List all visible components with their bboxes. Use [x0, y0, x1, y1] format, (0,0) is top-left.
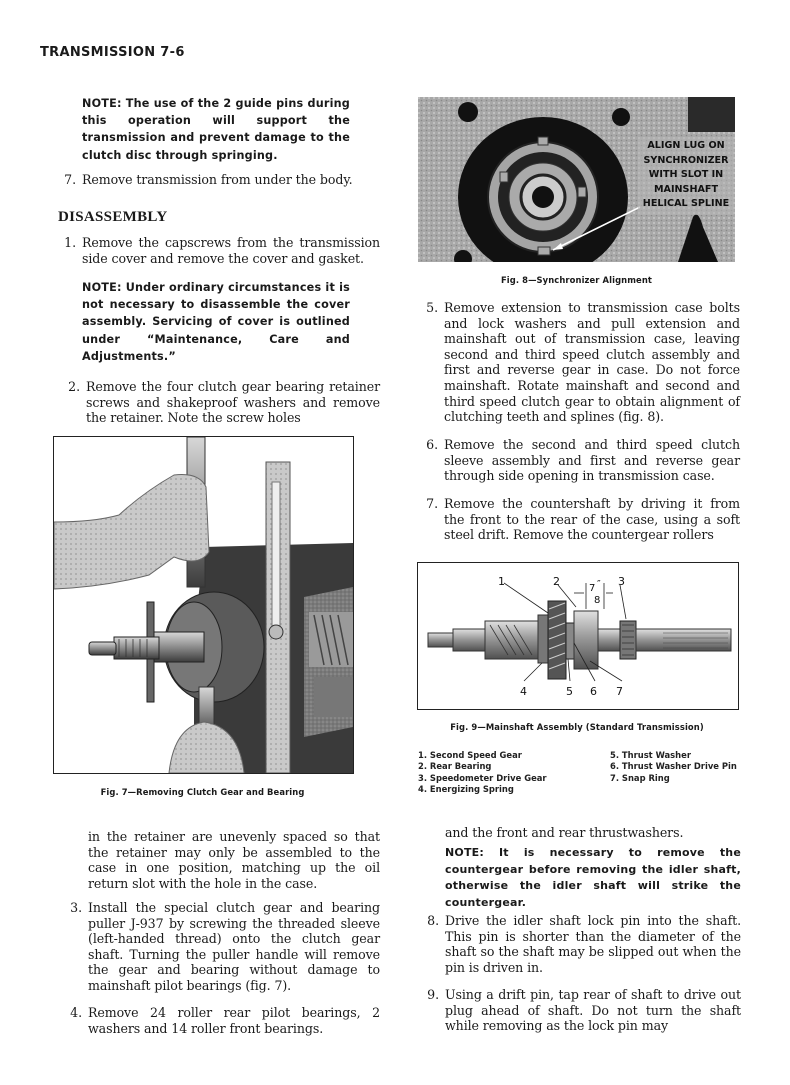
label-3: 3 — [618, 575, 625, 588]
label-5: 5 — [566, 685, 573, 698]
step-text: Remove extension to transmission case bolts and lock washers and pull extension and mainshaft out of transmission case, leaving second and third speed clutch assembly and first and reverse gear in case. Do not force mainshaft. Rotate mainshaft and second and third speed clutch gear to obtain alignment of clutching teeth and splines (fig. 8). — [444, 300, 740, 425]
step-2-continued: in the retainer are unevenly spaced so that the retainer may only be assembled to the case in one position, matching up the oil return slot with the hole in the case. — [88, 829, 380, 891]
step-5 — [418, 300, 740, 425]
step-text: Drive the idler shaft lock pin into the shaft. This pin is shorter than the diameter of the shaft so the shaft may be slipped out when the pin is driven in. — [445, 913, 741, 975]
bolt-hole — [458, 102, 478, 122]
step-4 — [58, 1005, 380, 1036]
dimension-denominator: 8 — [594, 595, 601, 606]
callout-line: SYNCHRONIZER — [643, 154, 729, 166]
page-header: TRANSMISSION 7-6 — [40, 45, 185, 60]
bolt-hole — [612, 108, 630, 126]
step-number: 8. — [427, 913, 439, 928]
step-text: Remove the capscrews from the transmission side cover and remove the cover and gasket. — [82, 235, 380, 266]
step-number: 6. — [426, 437, 438, 452]
step-text: Remove the second and third speed clutch sleeve assembly and first and reverse gear through side opening in transmission case. — [444, 437, 740, 484]
step-text: Remove transmission from under the body. — [82, 172, 353, 187]
step-text: Remove the four clutch gear bearing retainer screws and shakeproof washers and remove the retainer. Note the screw holes — [86, 379, 380, 426]
step-number: 7. — [426, 496, 438, 511]
figure-8-photo — [418, 97, 735, 262]
leader-3 — [620, 585, 626, 619]
legend-item: 5. Thrust Washer — [610, 750, 691, 760]
fig7-caption: Fig. 7—Removing Clutch Gear and Bearing — [100, 787, 305, 797]
step-number: 4. — [70, 1005, 82, 1020]
label-1: 1 — [498, 575, 505, 588]
step-1 — [58, 235, 380, 266]
callout-line: MAINSHAFT — [653, 183, 719, 195]
step-8 — [418, 913, 741, 975]
step-7-remove-transmission — [58, 172, 380, 188]
step-number: 5. — [426, 300, 438, 315]
upper-hand — [54, 475, 209, 590]
thrust-washer — [566, 623, 574, 659]
fig9-legend-left — [418, 750, 598, 796]
figure-7-photo — [53, 436, 354, 774]
step-number: 3. — [70, 900, 82, 915]
step-number: 9. — [427, 987, 439, 1002]
leader-4 — [524, 663, 542, 681]
leader-5 — [568, 659, 570, 681]
label-6: 6 — [590, 685, 597, 698]
step-number: 2. — [68, 379, 80, 394]
second-speed-gear — [548, 601, 566, 679]
note-idler-shaft: NOTE: It is necessary to remove the countergear before removing the idler shaft, otherwise the idler shaft will strike the countergear. — [445, 846, 741, 909]
fig8-callout-text — [640, 139, 732, 212]
legend-item: 4. Energizing Spring — [418, 784, 514, 795]
step-6 — [418, 437, 740, 484]
step-number: 1. — [64, 235, 76, 250]
speedometer-drive-gear — [620, 621, 636, 659]
figure-9-diagram — [417, 562, 739, 710]
callout-line: ALIGN LUG ON — [647, 140, 725, 151]
note-cover-assembly: NOTE: Under ordinary circumstances it is not necessary to disassemble the cover assembly. Servicing of cover is outlined under “Maintenance, Care and Adjustments.” — [82, 281, 350, 363]
legend-item: 1. Second Speed Gear — [418, 750, 522, 760]
step-text: Remove 24 roller rear pilot bearings, 2 washers and 14 roller front bearings. — [88, 1005, 380, 1036]
bar-bolt — [269, 625, 283, 639]
legend-item: 3. Speedometer Drive Gear — [418, 772, 547, 783]
step-3 — [58, 900, 380, 994]
legend-item: 2. Rear Bearing — [418, 761, 492, 772]
synchronizer-lug — [538, 247, 550, 255]
dimension-numerator: 7 — [589, 583, 596, 594]
leader-7 — [590, 661, 622, 681]
step-number: 7. — [64, 172, 76, 187]
fig9-legend-right — [610, 750, 750, 784]
leader-1 — [504, 583, 548, 613]
label-7: 7 — [616, 685, 623, 698]
fig9-illustration — [418, 563, 738, 709]
step-9 — [418, 987, 741, 1034]
callout-line: WITH SLOT IN — [648, 169, 724, 180]
fig8-caption: Fig. 8—Synchronizer Alignment — [500, 275, 653, 285]
step-text: Remove the countershaft by driving it from the front to the rear of the case, using a soft steel drift. Remove the countergear rollers — [444, 496, 740, 543]
fig7-illustration — [54, 437, 353, 773]
step-text: Install the special clutch gear and bearing puller J-937 by screwing the threaded sleeve (left-handed thread) onto the clutch gear shaft. Turning the puller handle will remove the gear and bearing without damage to mainshaft pilot bearings (fig. 7). — [88, 900, 380, 993]
section-heading-disassembly: DISASSEMBLY — [58, 209, 168, 225]
fig9-caption: Fig. 9—Mainshaft Assembly (Standard Transmission) — [450, 722, 704, 732]
step-text: Using a drift pin, tap rear of shaft to drive out plug ahead of shaft. Do not turn the shaft while removing as the lock pin may — [445, 987, 741, 1034]
label-4: 4 — [520, 685, 527, 698]
note-guide-pins: NOTE: The use of the 2 guide pins during this operation will support the transmission and prevent damage to the clutch disc through springing. — [82, 97, 350, 162]
legend-item: 6. Thrust Washer Drive Pin — [610, 761, 737, 772]
rear-bearing — [574, 611, 598, 669]
label-2: 2 — [553, 575, 560, 588]
dimension-unit: ″ — [597, 579, 601, 590]
callout-line: HELICAL SPLINE — [642, 198, 730, 209]
clutch-gear-shaft — [154, 632, 204, 662]
step-7 — [418, 496, 740, 543]
splined-hub — [485, 621, 540, 659]
step-2 — [58, 379, 380, 426]
step-7-continued: and the front and rear thrustwashers. — [445, 825, 684, 840]
legend-item: 7. Snap Ring — [610, 772, 670, 783]
